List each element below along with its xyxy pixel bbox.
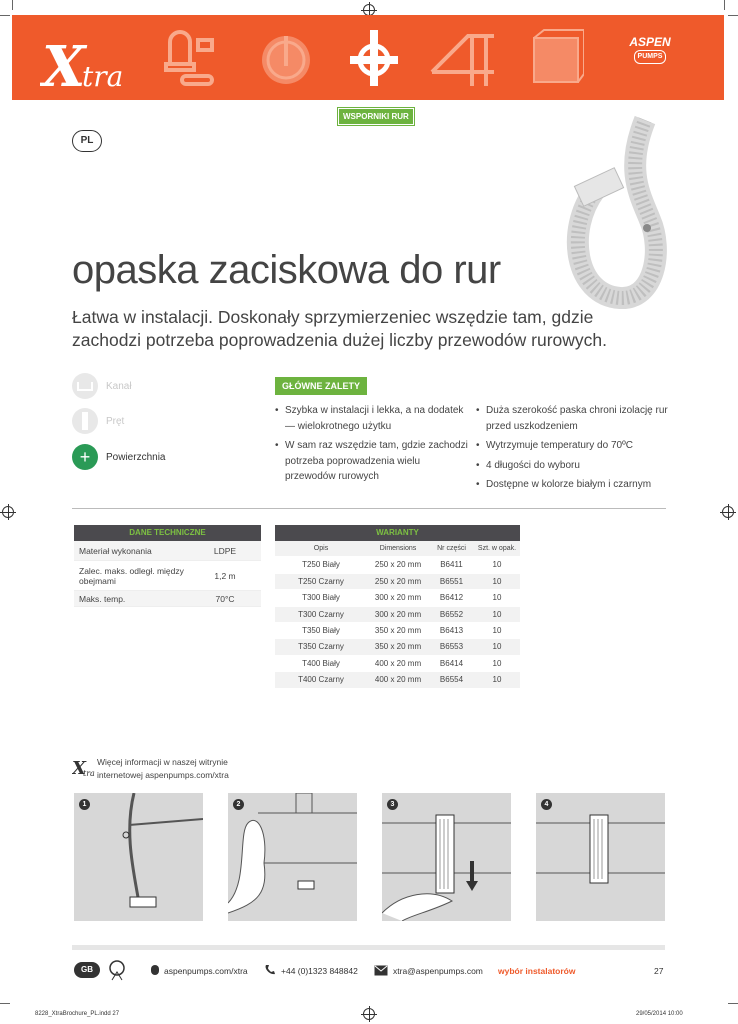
pipe-clip-icon [348,26,400,90]
list-item: • Duża szerokość paska chroni izolację rur przed uszkodzeniem [476,403,671,434]
channel-icon [72,373,98,399]
footer-website[interactable]: aspenpumps.com/xtra [164,966,248,976]
list-item: • Szybka w instalacji i lekka, a na dodatek — wielokrotnego użytku [275,403,470,434]
more-info-line: internetowej aspenpumps.com/xtra [97,769,229,780]
table-cell: 10 [492,642,502,652]
bracket-icon [428,26,498,90]
application-item-powierzchnia[interactable] [72,444,165,470]
slug-file: 8228_XtraBrochure_PL.indd 27 [35,1011,120,1017]
table-cell: 10 [492,625,502,635]
table-cell: 70°C [215,593,235,604]
email-icon [374,963,388,974]
table-header-row [275,541,520,557]
crop-mark [12,0,13,10]
application-label: Kanał [106,380,132,392]
step-number: 1 [79,799,90,810]
phone-icon [264,963,276,975]
step-panel-4 [536,793,665,921]
table-row [74,591,261,607]
table-cell: 10 [492,609,502,619]
step-number: 4 [541,799,552,810]
list-item: • 4 długości do wyboru [476,458,671,474]
crop-mark [728,15,738,16]
table-row [275,639,520,655]
svg-text:X: X [72,758,86,779]
table-cell: 350 x 20 mm [374,625,422,635]
table-cell: T350 Biały [302,625,340,635]
tech-data-table [74,525,261,607]
variants-heading: WARIANTY [275,525,520,541]
column-header: Dimensions [379,545,417,552]
footer-email[interactable]: xtra@aspenpumps.com [393,966,483,976]
table-row [275,590,520,606]
gb-badge: GB [74,962,100,978]
table-cell: B6411 [440,560,463,570]
divider [72,508,666,509]
table-cell: LDPE [213,545,237,556]
table-row [275,672,520,688]
xtra-logo [40,20,140,100]
application-item-kanal[interactable] [72,373,132,399]
table-cell: 10 [492,658,502,668]
advantages-heading: GŁÓWNE ZALETY [275,377,367,395]
plus-icon: + [72,444,98,470]
application-label: Pręt [106,415,125,427]
rod-icon [72,408,98,434]
step-number: 3 [387,799,398,810]
crop-mark [0,15,10,16]
slug-date: 29/05/2014 10:00 [636,1011,683,1017]
step-panel-1 [74,793,203,921]
table-cell: T250 Czarny [298,576,344,586]
table-cell: 10 [492,593,502,603]
cable-tie-image [555,110,675,310]
registration-mark-icon [722,506,734,518]
table-cell: 1,2 m [214,570,236,581]
table-cell: B6554 [439,675,464,685]
list-item: • Wytrzymuje temperatury do 70ºC [476,438,671,454]
variants-body [275,557,520,688]
language-badge: PL [72,130,102,152]
product-title: opaska zaciskowa do rur [72,248,501,292]
table-cell: B6414 [439,658,464,668]
table-cell: 10 [492,576,502,586]
svg-text:tra: tra [82,60,124,93]
table-cell: 350 x 20 mm [374,642,422,652]
product-subtitle: Łatwa w instalacji. Doskonały sprzymierzeniec wszędzie tam, gdzie zachodzi potrzeba poprowadzenia dużej liczby przewodów rurowych. [72,307,608,350]
table-row [275,656,520,672]
variants-table [275,525,520,689]
list-item: • W sam raz wszędzie tam, gdzie zachodzi potrzeba poprowadzenia wielu przewodów rurowych [275,438,470,485]
page-number: 27 [654,966,664,976]
footer-divider [72,945,665,950]
more-info-text [97,756,229,781]
table-cell: T300 Czarny [298,609,344,619]
table-cell: Zalec. maks. odległ. między obejmami [79,565,184,586]
table-cell: B6413 [439,625,464,635]
pulley-icon [258,26,314,90]
table-row [74,541,261,561]
table-cell: 10 [492,560,502,570]
step-number: 2 [233,799,244,810]
mouse-icon [150,963,160,975]
table-cell: 400 x 20 mm [374,658,422,668]
table-cell: 300 x 20 mm [374,609,422,619]
registration-mark-icon [363,1008,375,1020]
aspen-pumps-logo: ASPEN PUMPS [628,36,672,70]
registration-mark-icon [2,506,14,518]
advantages-list-2 [476,403,671,497]
table-row [275,607,520,623]
table-row [275,557,520,573]
crop-mark [728,1003,738,1004]
pad-icon [528,26,584,90]
queens-award-icon [106,958,128,982]
application-label: Powierzchnia [106,451,166,463]
xtra-small-logo [72,754,96,780]
footer-tagline: wybór instalatorów [498,966,576,976]
advantages-list-1 [275,403,470,489]
crop-mark [724,0,725,10]
column-header: Szt. w opak. [477,545,517,552]
table-cell: B6551 [439,576,464,586]
tech-data-heading: DANE TECHNICZNE [74,525,261,541]
table-cell: Materiał wykonania [79,545,152,556]
svg-text:tra: tra [83,769,95,778]
table-cell: 250 x 20 mm [374,576,422,586]
column-header: Nr części [437,545,466,552]
table-cell: B6552 [439,609,464,619]
table-cell: T250 Biały [302,560,340,570]
application-item-pret[interactable] [72,408,124,434]
table-cell: T350 Czarny [298,642,344,652]
table-row [275,574,520,590]
more-info-line: Więcej informacji w naszej witrynie [97,757,228,767]
table-cell: T400 Czarny [298,675,344,685]
table-cell: Maks. temp. [79,593,126,604]
crop-mark [0,1003,10,1004]
table-cell: T400 Biały [302,658,340,668]
step-panel-3 [382,793,511,921]
footer-phone[interactable]: +44 (0)1323 848842 [281,966,358,976]
table-cell: T300 Biały [302,593,340,603]
category-label: WSPORNIKI RUR [338,108,414,125]
table-cell: 400 x 20 mm [374,675,422,685]
table-cell: 250 x 20 mm [374,560,422,570]
table-cell: 300 x 20 mm [374,593,422,603]
table-cell: B6553 [439,642,464,652]
table-row [275,623,520,639]
step-panel-2 [228,793,357,921]
table-row [74,561,261,591]
svg-text:X: X [42,34,86,100]
table-cell: B6412 [439,593,464,603]
column-header: Opis [313,545,329,552]
table-cell: 10 [492,675,502,685]
list-item: • Dostępne w kolorze białym i czarnym [476,477,671,493]
clamp-icon [160,26,220,90]
